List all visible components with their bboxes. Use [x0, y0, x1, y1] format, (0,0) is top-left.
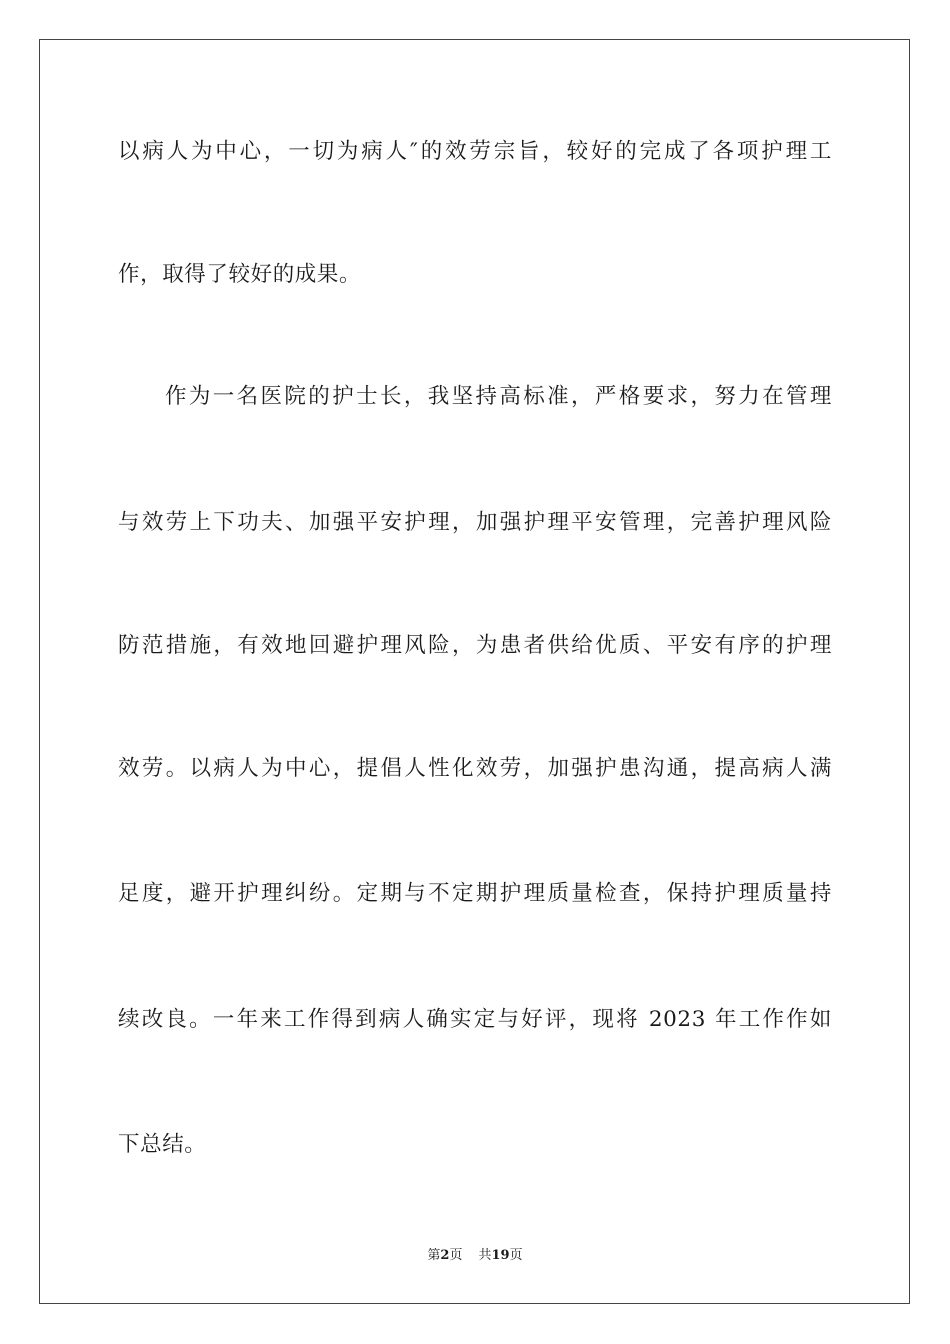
body-text-line-2: 作，取得了较好的成果。 — [118, 262, 362, 287]
body-text-line-6: 效劳。以病人为中心，提倡人性化效劳，加强护患沟通，提高病人满 — [118, 756, 832, 781]
body-text-line-9: 下总结。 — [118, 1132, 207, 1157]
footer-total-pages: 19 — [491, 1248, 510, 1263]
body-text-line-4: 与效劳上下功夫、加强平安护理，加强护理平安管理，完善护理风险 — [118, 510, 832, 535]
page-footer — [0, 1247, 950, 1265]
footer-total-suffix: 页 — [509, 1248, 523, 1263]
footer-page-number: 2 — [440, 1248, 450, 1263]
page-border — [39, 39, 910, 1304]
body-text-line-1: 以病人为中心，一切为病人″的效劳宗旨，较好的完成了各项护理工 — [118, 139, 832, 164]
body-text-line-7: 足度，避开护理纠纷。定期与不定期护理质量检查，保持护理质量持 — [118, 881, 832, 906]
body-text-line-8: 续改良。一年来工作得到病人确实定与好评，现将 2023 年工作作如 — [118, 1007, 832, 1032]
body-text-line-5: 防范措施，有效地回避护理风险，为患者供给优质、平安有序的护理 — [118, 633, 832, 658]
footer-page-prefix: 第 — [427, 1248, 441, 1263]
body-text-line-3: 作为一名医院的护士长，我坚持高标准，严格要求，努力在管理 — [165, 384, 832, 409]
footer-page-suffix: 页 — [449, 1248, 463, 1263]
footer-total-prefix: 共 — [478, 1248, 492, 1263]
